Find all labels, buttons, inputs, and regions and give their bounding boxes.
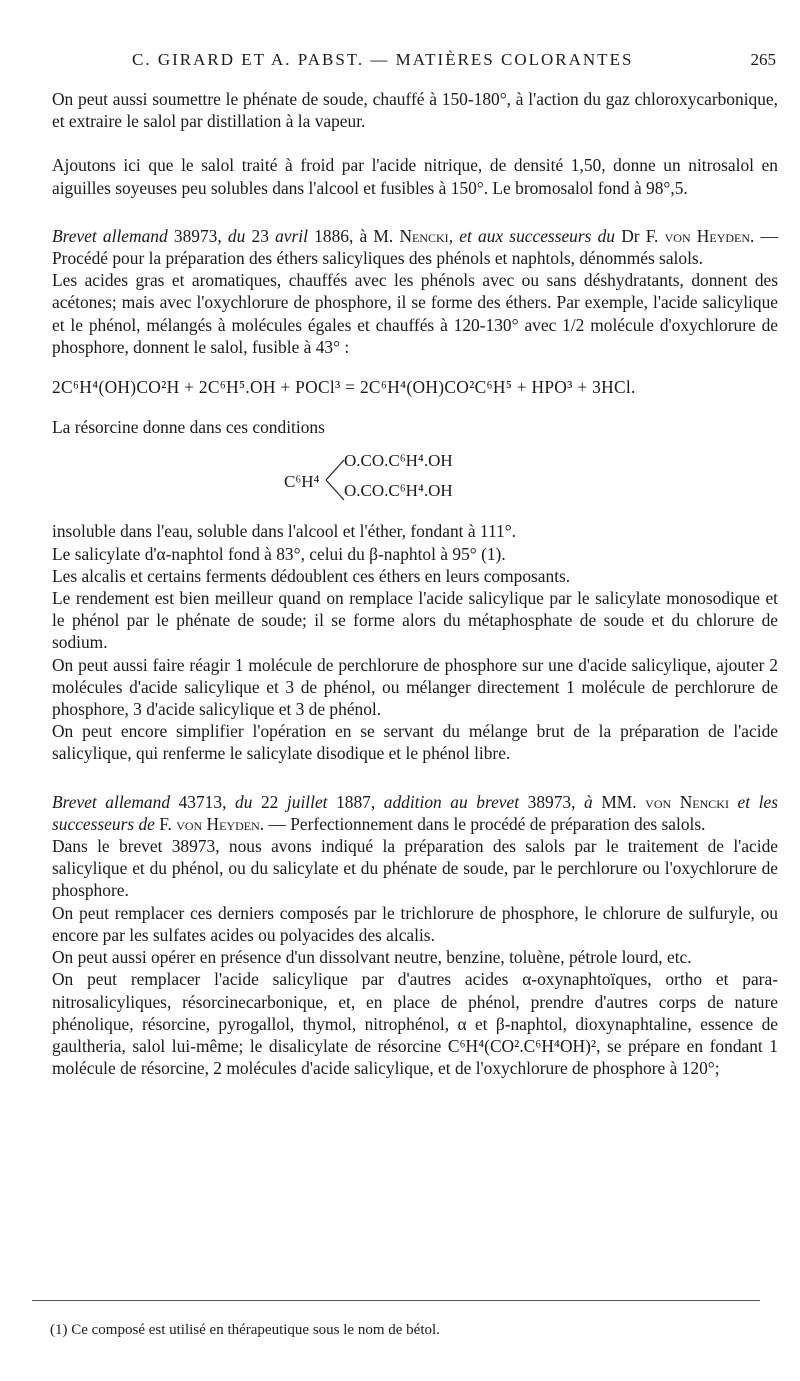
patent-text: 38973, bbox=[519, 791, 585, 812]
paragraph: La résorcine donne dans ces conditions bbox=[52, 417, 325, 438]
patent-heading bbox=[52, 225, 778, 269]
formula-line-2: O.CO.C⁶H⁴.OH bbox=[344, 481, 453, 501]
patent-text: 23 bbox=[245, 225, 276, 246]
header-title: C. GIRARD ET A. PABST. — MATIÈRES COLORANTES bbox=[132, 50, 634, 69]
footnote: (1) Ce composé est utilisé en thérapeutique sous le nom de bétol. bbox=[50, 1322, 440, 1338]
patent-text: avril bbox=[275, 225, 308, 246]
page-number: 265 bbox=[750, 50, 776, 69]
patent-text: juillet bbox=[286, 791, 328, 812]
patent-name: von Heyden bbox=[176, 813, 260, 834]
paragraph: Ajoutons ici que le salol traité à froid par l'acide nitrique, de densité 1,50, donne un nitrosalol en aiguilles soyeuses peu solubles dans l'alcool et fusibles à 150°. Le bromosalol fond à 98°,5. bbox=[52, 155, 778, 198]
patent-text: , et aux successeurs du bbox=[448, 225, 616, 246]
patent-text: à bbox=[584, 791, 593, 812]
patent-text: et les successeurs de bbox=[52, 791, 778, 834]
patent-text: 43713, bbox=[170, 791, 235, 812]
paragraph: Le rendement est bien meilleur quand on remplace l'acide salicylique par le salicylate monosodique et le phénol par le phénate de soude; il se forme alors du métaphosphate de soude et du chlorure de sodium. bbox=[52, 588, 778, 653]
patent-text: 1887, bbox=[327, 791, 384, 812]
paragraph: On peut aussi soumettre le phénate de soude, chauffé à 150-180°, à l'action du gaz chloroxycarbonique, et extraire le salol par distillation à la vapeur. bbox=[52, 89, 778, 132]
paragraph: On peut aussi opérer en présence d'un dissolvant neutre, benzine, toluène, pétrole lourd, etc. bbox=[52, 947, 692, 968]
formula-line-1: O.CO.C⁶H⁴.OH bbox=[344, 451, 453, 471]
paragraph: Le salicylate d'α-naphtol fond à 83°, celui du β-naphtol à 95° (1). bbox=[52, 543, 506, 564]
paragraph: Les acides gras et aromatiques, chauffés avec les phénols avec ou sans déshydratants, donnent des acétones; mais avec l'oxychlorure de phosphore, il se forme des éthers. Par exemple, l'acide salicylique et le phénol, mélangés à molécules égales et chauffés à 120-130° avec 1/2 molécule d'oxychlorure de phosphore, donnent le salol, fusible à 43° : bbox=[52, 270, 778, 357]
patent-text: F. bbox=[154, 813, 177, 834]
patent-text: MM. bbox=[592, 791, 646, 812]
patent-text: . — Perfectionnement dans le procédé de préparation des salols. bbox=[259, 813, 706, 834]
running-header bbox=[120, 50, 776, 74]
patent-name: Nencki bbox=[399, 225, 449, 246]
patent-text: . — Procédé pour la préparation des éthers salicyliques des phénols et naphtols, dénommés salols. bbox=[52, 225, 778, 269]
paragraph: Dans le brevet 38973, nous avons indiqué la préparation des salols par le traitement de l'acide salicylique et du phénol, ou du salicylate et du phénate de soude, par le perchlorure ou l'oxychlorure de phosphore. bbox=[52, 836, 778, 901]
patent-name: von Heyden bbox=[664, 225, 751, 246]
resorcine-formula bbox=[52, 450, 778, 512]
patent-text: addition au brevet bbox=[383, 791, 520, 812]
patent-text: Dr F. bbox=[615, 225, 665, 246]
formula-core: C⁶H⁴ bbox=[284, 472, 320, 492]
patent-text: Brevet allemand bbox=[52, 225, 168, 246]
paragraph: On peut aussi faire réagir 1 molécule de perchlorure de phosphore sur une d'acide salicylique, ajouter 2 molécules d'acide salicylique et 3 de phénol, ou mélanger directement 1 molécule de perchlorure de phosphore, 3 d'acide salicylique et 3 de phénol. bbox=[52, 654, 778, 720]
body-text bbox=[52, 88, 778, 1079]
paragraph: insoluble dans l'eau, soluble dans l'alcool et l'éther, fondant à 111°. bbox=[52, 521, 516, 542]
patent-text: 38973, bbox=[167, 225, 228, 246]
patent-text: du bbox=[227, 225, 246, 246]
patent-heading bbox=[52, 791, 778, 835]
paragraph: On peut remplacer l'acide salicylique par d'autres acides α-oxynaphtoïques, ortho et para-nitrosalicyliques, résorcinecarbonique, et, en place de phénol, prendre d'autres corps de nature phénolique, résorcine, pyrogallol, thymol, nitrophénol, α et β-naphtol, dioxynaphtaline, essence de gaultheria, salol lui-même; le disalicylate de résorcine C⁶H⁴(CO².C⁶H⁴OH)², se prépare en fondant 1 molécule de résorcine, 2 molécules d'acide salicylique, et de l'oxychlorure de phosphore à 120°; bbox=[52, 969, 778, 1079]
paragraph: On peut encore simplifier l'opération en se servant du mélange brut de la préparation de l'acide salicylique, qui renferme le salicylate disodique et le phénol libre. bbox=[52, 721, 778, 764]
patent-text: 22 bbox=[252, 791, 287, 812]
paragraph: Les alcalis et certains ferments dédoublent ces éthers en leurs composants. bbox=[52, 565, 571, 586]
patent-text: du bbox=[235, 791, 253, 812]
patent-name: von Nencki bbox=[645, 791, 729, 812]
footnote-divider bbox=[32, 1300, 760, 1301]
patent-text: Brevet allemand bbox=[52, 791, 171, 812]
formula-bracket bbox=[324, 456, 346, 504]
chemical-equation: 2C⁶H⁴(OH)CO²H + 2C⁶H⁵.OH + POCl³ = 2C⁶H⁴(OH)CO²C⁶H⁵ + HPO³ + 3HCl. bbox=[52, 377, 636, 398]
paragraph: On peut remplacer ces derniers composés par le trichlorure de phosphore, le chlorure de sulfuryle, ou encore par les sulfates acides ou polyacides des alcalis. bbox=[52, 902, 778, 945]
patent-text: 1886, à M. bbox=[307, 225, 400, 246]
